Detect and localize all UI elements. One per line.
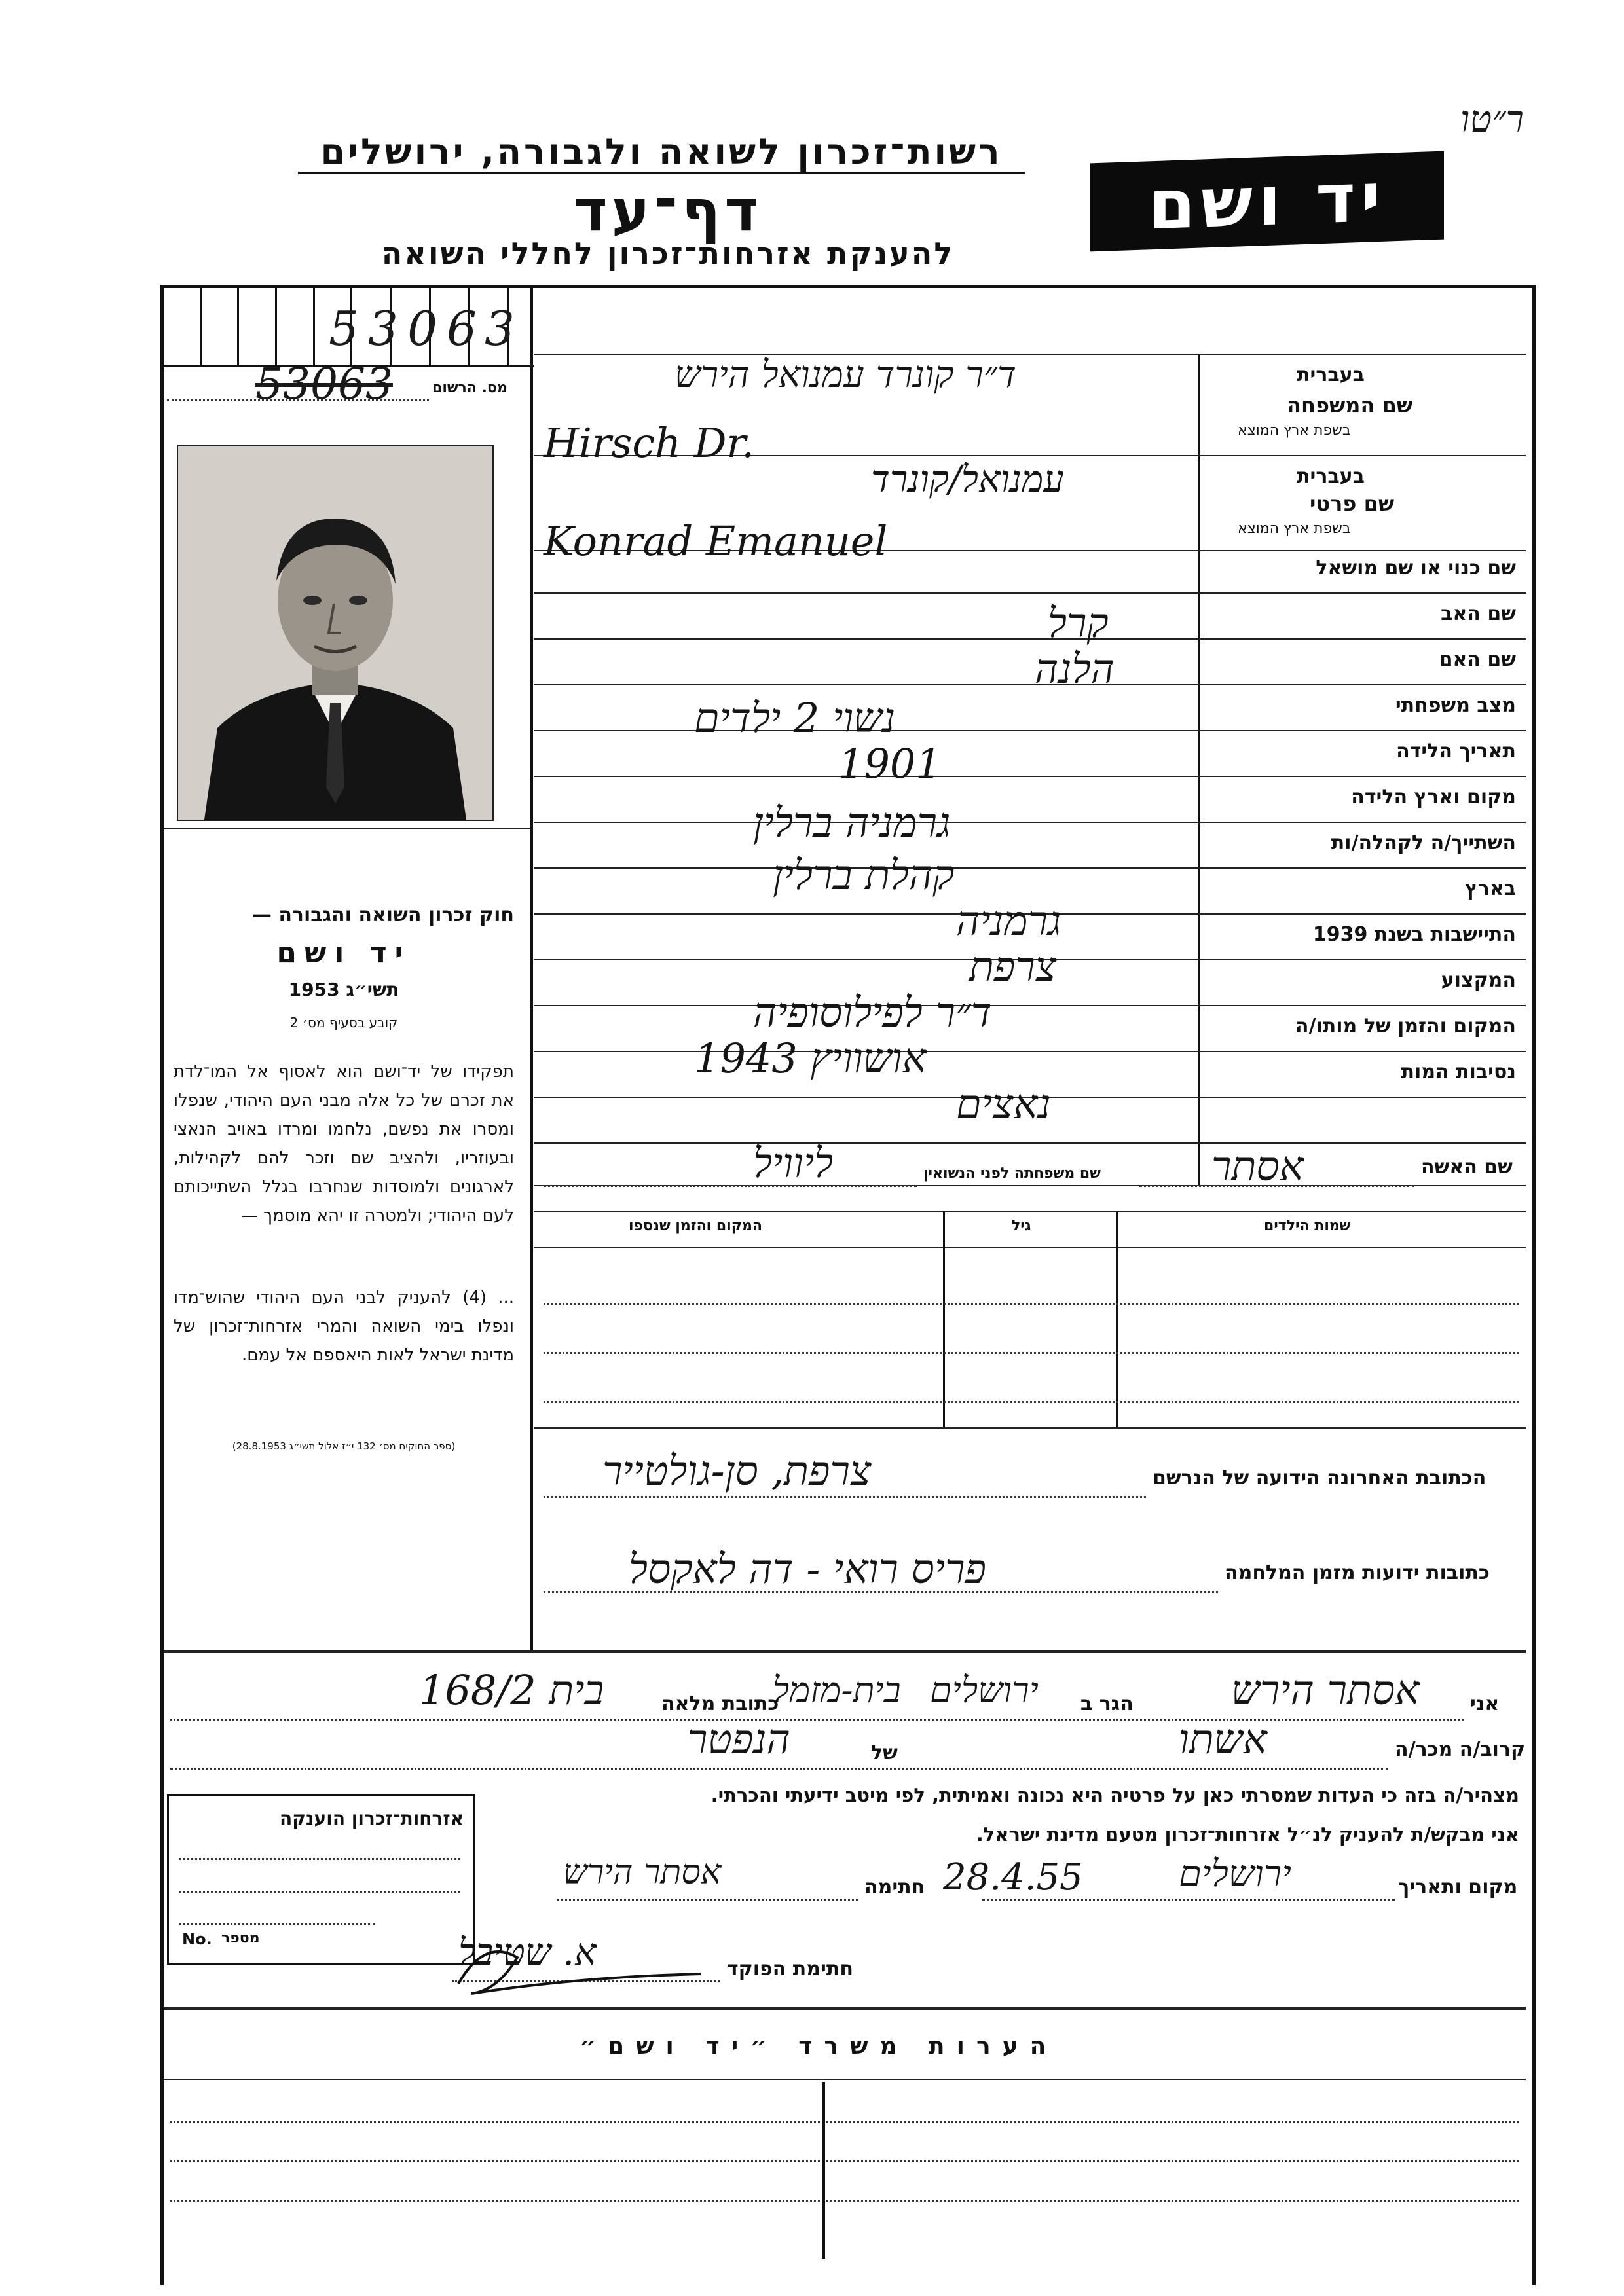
father-value: קרל (1048, 599, 1109, 647)
maiden-label: שם משפחתה לפני הנשואין (923, 1165, 1101, 1182)
office-line (164, 2079, 1526, 2080)
mother-value: הלנה (1035, 645, 1115, 693)
death-cause-value: נאצים (956, 1080, 1051, 1128)
row-line (534, 730, 1526, 731)
portrait-image (178, 446, 492, 820)
reg-digit: 0 (407, 301, 437, 356)
row-line (534, 684, 1526, 685)
children-age-header: גיל (1012, 1218, 1031, 1234)
declaration-line-1 (170, 1719, 1464, 1721)
reg-digit: 6 (447, 301, 477, 356)
firstname-hebrew-value: עמנואל/קונרד (871, 458, 1065, 501)
law-text-clause: ... (4) להעניק לבני העם היהודי שהוש־מדו ונפלו בימי השואה והמרי אזרחות־זכרון של מדינת ישראל לאות היאספם אל עמם. (174, 1288, 514, 1365)
row-line (534, 776, 1526, 777)
surname-hebrew-value: ד״ר קונרד עמנואל הירש (674, 354, 1016, 396)
reg-digit: 5 (329, 301, 359, 356)
residence1939-value: צרפת (969, 943, 1057, 991)
children-col-divider (943, 1211, 945, 1427)
last-address-label: הכתובת האחרונה הידועה של הנרשם (1153, 1467, 1486, 1489)
firstname-origin-label: בשפת ארץ המוצא (1238, 520, 1351, 537)
citizenship-title: אזרחות־זכרון הוענקה (280, 1808, 464, 1829)
law-year: תשי״ג 1953 (288, 979, 399, 1000)
law-citation: (ספר החוקים מס׳ 132 י״ז אלול תשי״ג 28.8.1953) (232, 1440, 456, 1452)
signature-value: אסתר הירש (563, 1853, 722, 1892)
officer-signature-flourish (445, 1931, 720, 2003)
row-line (534, 1051, 1526, 1052)
office-divider-vertical (822, 2082, 825, 2259)
reg-digit: 3 (368, 301, 398, 356)
row-line (534, 867, 1526, 869)
of-value: הנפטר (688, 1715, 790, 1763)
registration-boxes (164, 288, 534, 367)
death-value: אושוויץ 1943 (694, 1034, 927, 1082)
marital-value: נשוי 2 ילדים (694, 694, 896, 742)
country-value: גרמניה (956, 897, 1061, 945)
war-address-label: כתובות ידועות מזמן המלחמה (1225, 1561, 1490, 1584)
declaration-i-label: אני (1470, 1692, 1500, 1715)
authority-title: רשות־זכרון לשואה ולגבורה, ירושלים (320, 131, 1003, 172)
residence1939-label: התיישבות בשנת 1939 (1312, 923, 1516, 946)
firstname-hebrew-label: בעברית (1297, 465, 1365, 488)
law-title: חוק זכרון השואה והגבורה — (251, 903, 514, 926)
row-line (534, 638, 1526, 640)
firstname-origin-value: Konrad Emanuel (544, 517, 888, 565)
office-line (170, 2200, 1519, 2202)
birthplace-value: גרמניה ברלין (753, 799, 951, 847)
profession-value: ד״ר לפילוסופיה (753, 989, 992, 1036)
row-line (534, 1005, 1526, 1006)
portrait-photo (177, 445, 494, 821)
office-divider (164, 2007, 1526, 2010)
country-label: בארץ (1464, 877, 1516, 900)
row-line (534, 1142, 1526, 1144)
firstname-label: שם פרטי (1310, 491, 1395, 516)
community-label: השתייך/ה לקהלה/ות (1331, 831, 1516, 854)
citizenship-line (179, 1858, 460, 1860)
office-line (170, 2121, 1519, 2123)
address-label: כתובת מלאה (661, 1692, 779, 1715)
label-column-divider (1198, 354, 1200, 1185)
children-row (544, 1401, 1519, 1403)
logo-text: יד ושם (1148, 156, 1386, 246)
law-text: תפקידו של יד־ושם הוא לאסוף אל המו־לדת את זכרם של כל אלה מבני העם היהודי, שנפלו ומסרו את נפשם, נלחמו ומרדו באויב הנאצי ובעוזריו, ולהציב שם וזכר להם לקהילות, לארגונים ולמוסדות שנחרבו בגלל השתייכותם לעם היהודי; ולמטרה זו יהא מוסמך — (174, 1062, 514, 1226)
form-subtitle: להענקת אזרחות־זכרון לחללי השואה (381, 236, 955, 271)
signature-label: חתימה (864, 1876, 925, 1899)
children-table-bottom (534, 1427, 1526, 1429)
left-column-divider (530, 288, 533, 1650)
war-address-value: פריס רואי - דה לאקסל (629, 1545, 987, 1593)
children-names-header: שמות הילדים (1264, 1218, 1351, 1234)
children-row (544, 1303, 1519, 1305)
reg-digit: 3 (485, 301, 515, 356)
death-label: המקום והזמן של מותו/ה (1295, 1015, 1516, 1038)
office-line (170, 2160, 1519, 2162)
place-date-dots (982, 1899, 1395, 1901)
place-value: ירושלים (1179, 1853, 1291, 1895)
law-name: יד ושם (276, 936, 411, 970)
signature-dots (557, 1899, 858, 1901)
citizenship-number-label-he: מספר (221, 1930, 260, 1946)
birthplace-label: מקום וארץ הלידה (1351, 786, 1516, 809)
last-address-value: צרפת, סן-גולטייר (602, 1447, 872, 1495)
declarant-street: בית-מזמל (773, 1669, 901, 1711)
wife-label: שם האשה (1421, 1156, 1513, 1178)
resides-label: הגר ב (1080, 1692, 1134, 1715)
last-address-dots (544, 1496, 1146, 1498)
children-place-header: המקום והזמן שנספו (629, 1218, 762, 1234)
maiden-dots (544, 1185, 917, 1187)
citizenship-line (179, 1891, 460, 1893)
place-date-label: מקום ותאריך (1398, 1876, 1518, 1899)
statement-1: מצהיר/ה בזה כי העדות שמסרתי כאן על פרטיה היא נכונה ואמיתית, לפי מיטב ידיעתי והכרתי. (710, 1784, 1519, 1806)
surname-origin-value: Hirsch Dr. (544, 419, 754, 467)
officer-signature: א. שטיבל (458, 1931, 597, 1974)
row-line (534, 592, 1526, 594)
corner-note: ר״טו (1460, 98, 1524, 141)
office-title: הערות משרד ״יד ושם״ (579, 2033, 1058, 2060)
children-row (544, 1352, 1519, 1354)
relation-label: קרוב/ה מכר/ה (1395, 1738, 1526, 1761)
declarant-house: בית 168/2 (419, 1666, 604, 1714)
declarant-city: ירושלים (930, 1669, 1039, 1711)
death-cause-label: נסיבות המות (1401, 1061, 1516, 1084)
maiden-value: ליוויל (753, 1139, 834, 1187)
citizenship-number-label: No. (182, 1930, 212, 1948)
of-label: של (871, 1741, 898, 1764)
relation-value: אשתו (1179, 1715, 1267, 1763)
children-col-divider (1116, 1211, 1118, 1427)
date-value: 28.4.55 (943, 1856, 1083, 1899)
officer-label: חתימת הפוקד (727, 1958, 853, 1980)
community-value: קהלת ברלין (773, 851, 955, 899)
declaration-line-2 (170, 1768, 1388, 1770)
surname-hebrew-label: בעברית (1297, 363, 1365, 386)
citizenship-line (179, 1923, 375, 1925)
surname-label: שם המשפחה (1287, 393, 1413, 418)
father-label: שם האב (1441, 602, 1516, 625)
mother-label: שם האם (1439, 648, 1516, 671)
children-table-top (534, 1211, 1526, 1212)
law-note: קובע בסעיף מס׳ 2 (289, 1015, 398, 1030)
photo-bottom-line (164, 828, 530, 829)
reg-number-handwritten: 53063 (255, 359, 393, 409)
marital-label: מצב משפחתי (1395, 694, 1516, 717)
profession-label: המקצוע (1441, 969, 1516, 992)
surname-origin-label: בשפת ארץ המוצא (1238, 422, 1351, 439)
yad-vashem-logo (1090, 151, 1444, 252)
birthdate-label: תאריך הלידה (1396, 740, 1516, 763)
birthdate-value: 1901 (838, 740, 942, 788)
row-line (534, 822, 1526, 823)
authority-underline (298, 172, 1025, 174)
reg-number-label: מס. הרשום (432, 380, 507, 396)
form-title: דף־עד (574, 177, 762, 244)
statement-2: אני מבקש/ת להעניק לנ״ל אזרחות־זכרון מטעם מדינת ישראל. (976, 1823, 1519, 1846)
section-divider (164, 1650, 1526, 1653)
wife-value: אסתר (1211, 1142, 1304, 1190)
declarant-name: אסתר הירש (1231, 1666, 1420, 1714)
nickname-label: שם כנוי או שם מושאל (1316, 556, 1516, 579)
citizenship-box (167, 1794, 475, 1965)
children-header-line (534, 1247, 1526, 1248)
